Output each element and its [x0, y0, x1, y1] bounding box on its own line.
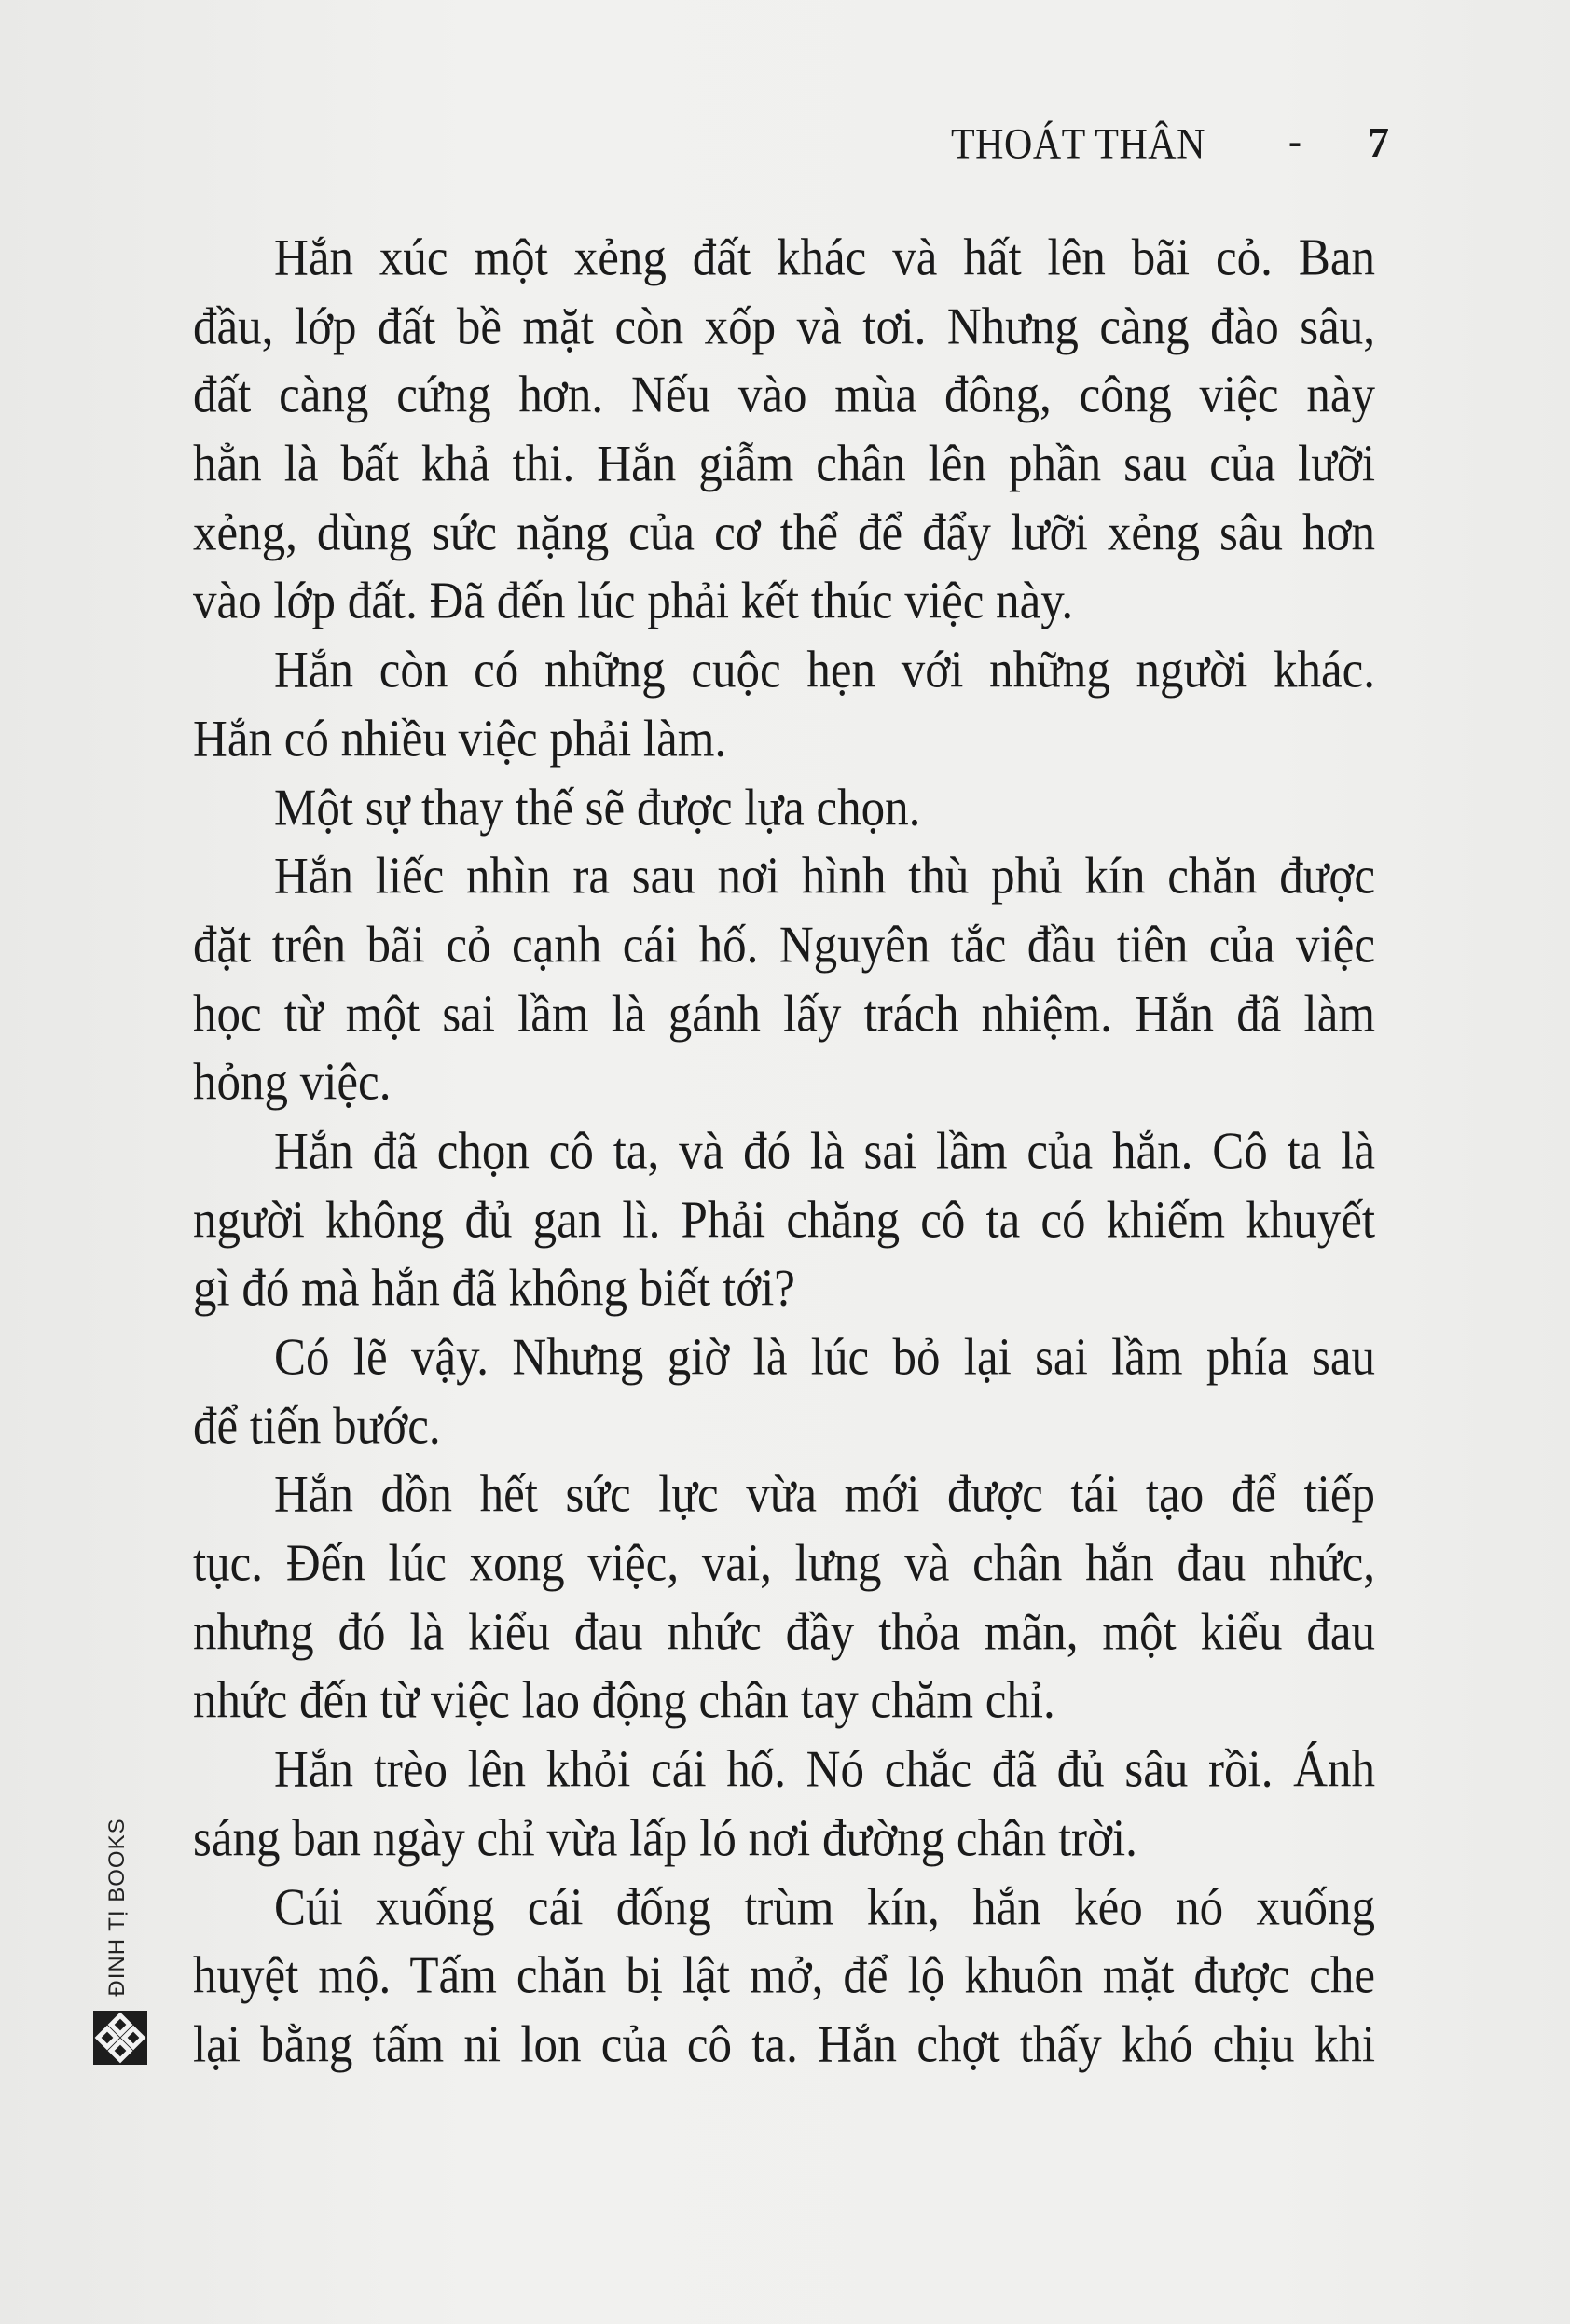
text-line: để tiến bước.: [193, 1397, 441, 1456]
paragraph: [193, 1324, 1375, 1461]
text-line: học từ một sai lầm là gánh lấy trách nhiệm. Hắn đã làm: [193, 985, 1375, 1044]
text-line: gì đó mà hắn đã không biết tới?: [193, 1260, 795, 1319]
text-line: đặt trên bãi cỏ cạnh cái hố. Nguyên tắc đầu tiên của việc: [193, 916, 1375, 975]
header-separator: -: [1288, 120, 1301, 163]
text-line: Hắn trèo lên khỏi cái hố. Nó chắc đã đủ sâu rồi. Ánh: [274, 1741, 1375, 1799]
text-line: tục. Đến lúc xong việc, vai, lưng và chân hắn đau nhức,: [193, 1535, 1375, 1593]
text-line: Cúi xuống cái đống trùm kín, hắn kéo nó xuống: [274, 1878, 1375, 1937]
text-line: hẳn là bất khả thi. Hắn giẫm chân lên phần sau của lưỡi: [193, 436, 1375, 493]
text-line: sáng ban ngày chỉ vừa lấp ló nơi đường chân trời.: [193, 1809, 1137, 1868]
text-line: Hắn còn có những cuộc hẹn với những người khác.: [274, 642, 1375, 699]
paragraph: [193, 843, 1375, 1118]
publisher-logo: [90, 1818, 147, 2070]
text-line: đầu, lớp đất bề mặt còn xốp và tơi. Nhưng càng đào sâu,: [193, 297, 1375, 356]
paragraph: [193, 1874, 1375, 2081]
text-line: nhưng đó là kiểu đau nhức đầy thỏa mãn, một kiểu đau: [193, 1603, 1375, 1662]
text-line: Một sự thay thế sẽ được lựa chọn.: [274, 779, 921, 837]
text-line: Hắn đã chọn cô ta, và đó là sai lầm của hắn. Cô ta là: [274, 1123, 1375, 1181]
body-text: [193, 225, 1375, 2081]
text-line: Hắn liếc nhìn ra sau nơi hình thù phủ kín chăn được: [274, 848, 1375, 906]
paragraph: [193, 775, 1375, 844]
text-line: Hắn xúc một xẻng đất khác và hất lên bãi cỏ. Ban: [274, 229, 1375, 287]
text-line: Có lẽ vậy. Nhưng giờ là lúc bỏ lại sai lầm phía sau: [274, 1329, 1375, 1387]
text-line: nhức đến từ việc lao động chân tay chăm chỉ.: [193, 1672, 1055, 1731]
paragraph: [193, 637, 1375, 774]
text-line: Hắn có nhiều việc phải làm.: [193, 710, 727, 768]
page-number: 7: [1368, 118, 1389, 166]
publisher-name: ĐINH TỊ BOOKS: [104, 1818, 130, 1997]
paragraph: [193, 225, 1375, 637]
paragraph: [193, 1461, 1375, 1736]
publisher-knot-icon: [93, 2011, 147, 2065]
text-line: lại bằng tấm ni lon của cô ta. Hắn chợt thấy khó chịu khi: [193, 2015, 1375, 2074]
paragraph: [193, 1118, 1375, 1324]
paragraph: [193, 1736, 1375, 1874]
running-title: THOÁT THÂN: [951, 120, 1205, 169]
text-line: hỏng việc.: [193, 1054, 392, 1112]
running-header: [951, 119, 1389, 175]
text-line: huyệt mộ. Tấm chăn bị lật mở, để lộ khuôn mặt được che: [193, 1947, 1375, 2005]
text-line: Hắn dồn hết sức lực vừa mới được tái tạo để tiếp: [274, 1466, 1375, 1525]
text-line: xẻng, dùng sức nặng của cơ thể để đẩy lưỡi xẻng sâu hơn: [193, 504, 1375, 562]
text-line: đất càng cứng hơn. Nếu vào mùa đông, công việc này: [193, 367, 1375, 425]
text-line: người không đủ gan lì. Phải chăng cô ta có khiếm khuyết: [193, 1191, 1375, 1250]
text-line: vào lớp đất. Đã đến lúc phải kết thúc việc này.: [193, 573, 1074, 631]
